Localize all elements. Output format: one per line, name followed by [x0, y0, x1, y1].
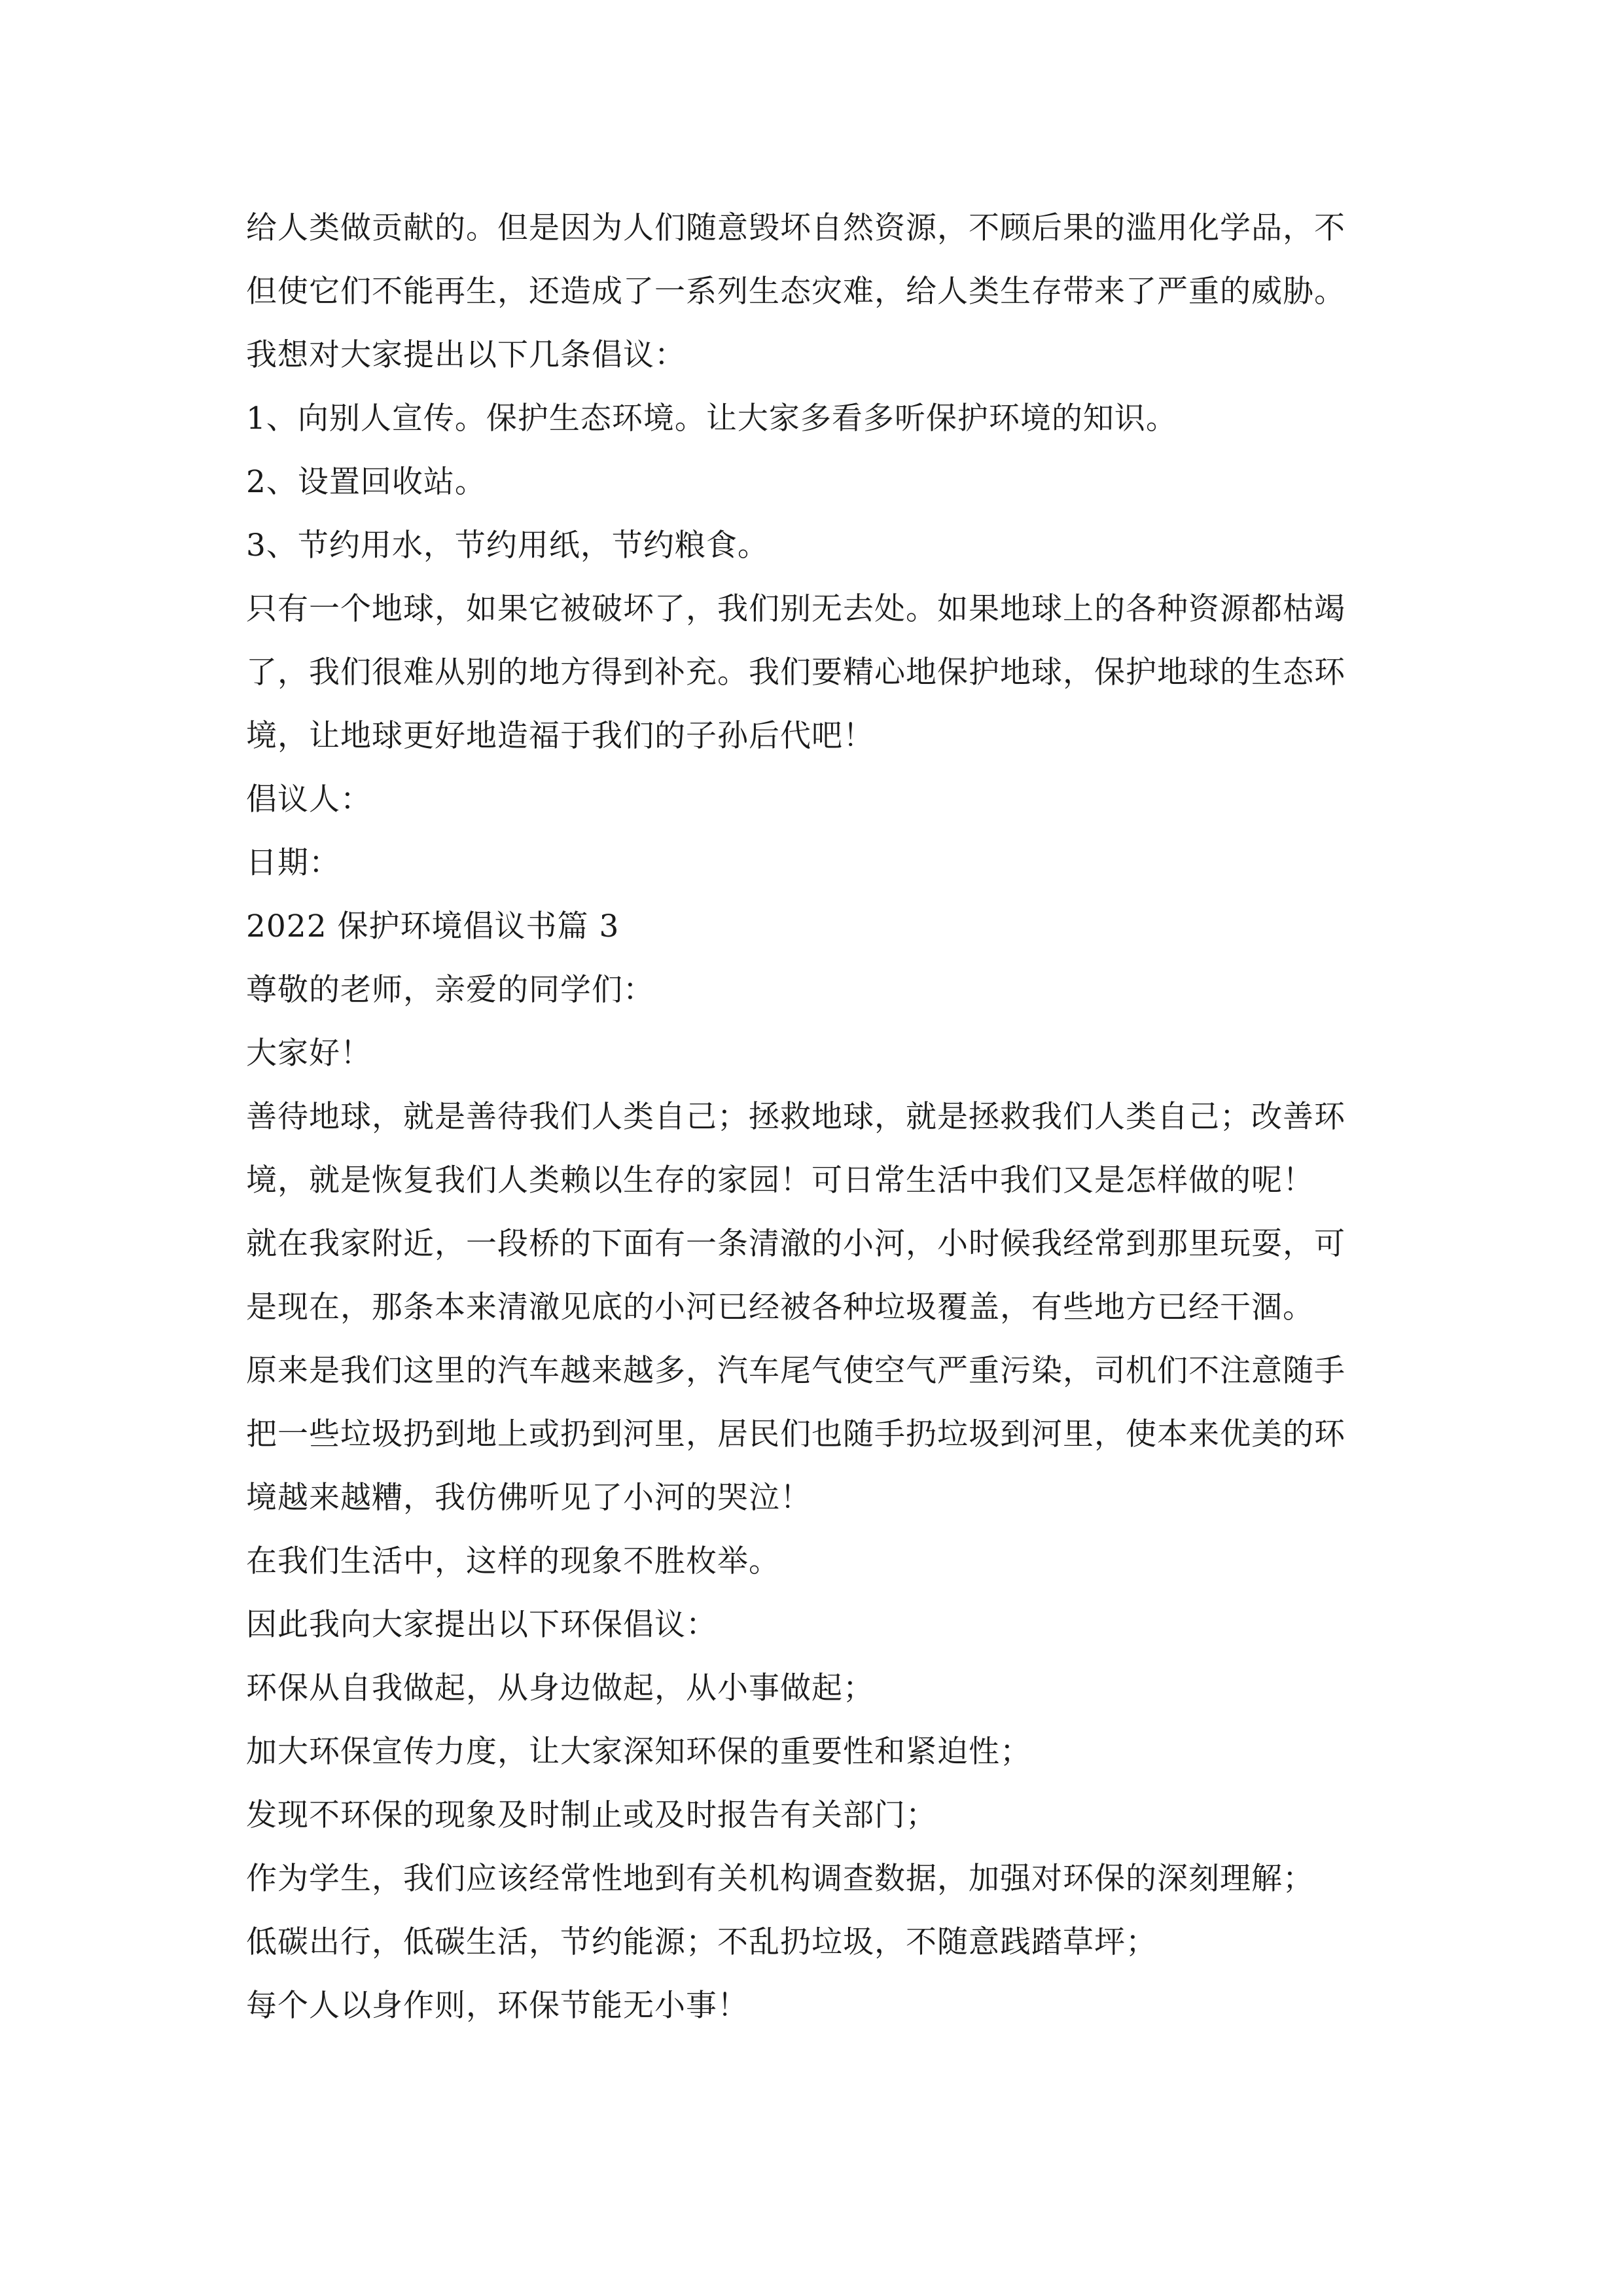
paragraph-line: 但使它们不能再生，还造成了一系列生态灾难，给人类生存带来了严重的威胁。 — [246, 274, 1346, 310]
salutation: 尊敬的老师，亲爱的同学们： — [246, 972, 654, 1008]
paragraph-line: 境，就是恢复我们人类赖以生存的家园！可日常生活中我们又是怎样做的呢！ — [246, 1162, 1314, 1198]
paragraph-line: 了，我们很难从别的地方得到补充。我们要精心地保护地球，保护地球的生态环 — [246, 655, 1346, 691]
paragraph-line: 善待地球，就是善待我们人类自己；拯救地球，就是拯救我们人类自己；改善环 — [246, 1099, 1346, 1135]
proposal-item: 低碳出行，低碳生活，节约能源；不乱扔垃圾，不随意践踏草坪； — [246, 1924, 1157, 1960]
proposal-item: 发现不环保的现象及时制止或及时报告有关部门； — [246, 1797, 937, 1833]
document-body — [246, 196, 1385, 2037]
paragraph-line: 把一些垃圾扔到地上或扔到河里，居民们也随手扔垃圾到河里，使本来优美的环 — [246, 1416, 1346, 1452]
list-item: 3、节约用水，节约用纸，节约粮食。 — [246, 528, 769, 564]
paragraph-line: 是现在，那条本来清澈见底的小河已经被各种垃圾覆盖，有些地方已经干涸。 — [246, 1289, 1314, 1325]
paragraph-line: 在我们生活中，这样的现象不胜枚举。 — [246, 1543, 780, 1579]
paragraph-line: 因此我向大家提出以下环保倡议： — [246, 1607, 717, 1643]
paragraph-line: 给人类做贡献的。但是因为人们随意毁坏自然资源，不顾后果的滥用化学品，不 — [246, 210, 1346, 246]
list-item: 2、设置回收站。 — [246, 464, 486, 500]
list-item: 1、向别人宣传。保护生态环境。让大家多看多听保护环境的知识。 — [246, 401, 1177, 437]
date-label: 日期： — [246, 845, 340, 881]
section-title: 2022 保护环境倡议书篇 3 — [246, 908, 620, 944]
paragraph-line: 我想对大家提出以下几条倡议： — [246, 337, 686, 373]
paragraph-line: 境越来越糟，我仿佛听见了小河的哭泣！ — [246, 1480, 812, 1516]
signature-label: 倡议人： — [246, 781, 372, 817]
proposal-item: 每个人以身作则，环保节能无小事！ — [246, 1988, 749, 2024]
paragraph-line: 境，让地球更好地造福于我们的子孙后代吧！ — [246, 718, 874, 754]
paragraph-line: 就在我家附近，一段桥的下面有一条清澈的小河，小时候我经常到那里玩耍，可 — [246, 1226, 1346, 1262]
proposal-item: 作为学生，我们应该经常性地到有关机构调查数据，加强对环保的深刻理解； — [246, 1861, 1314, 1897]
paragraph-line: 原来是我们这里的汽车越来越多，汽车尾气使空气严重污染，司机们不注意随手 — [246, 1353, 1346, 1389]
proposal-item: 加大环保宣传力度，让大家深知环保的重要性和紧迫性； — [246, 1734, 1031, 1770]
greeting: 大家好！ — [246, 1035, 372, 1071]
paragraph-line: 只有一个地球，如果它被破坏了，我们别无去处。如果地球上的各种资源都枯竭 — [246, 591, 1346, 627]
proposal-item: 环保从自我做起，从身边做起，从小事做起； — [246, 1670, 874, 1706]
